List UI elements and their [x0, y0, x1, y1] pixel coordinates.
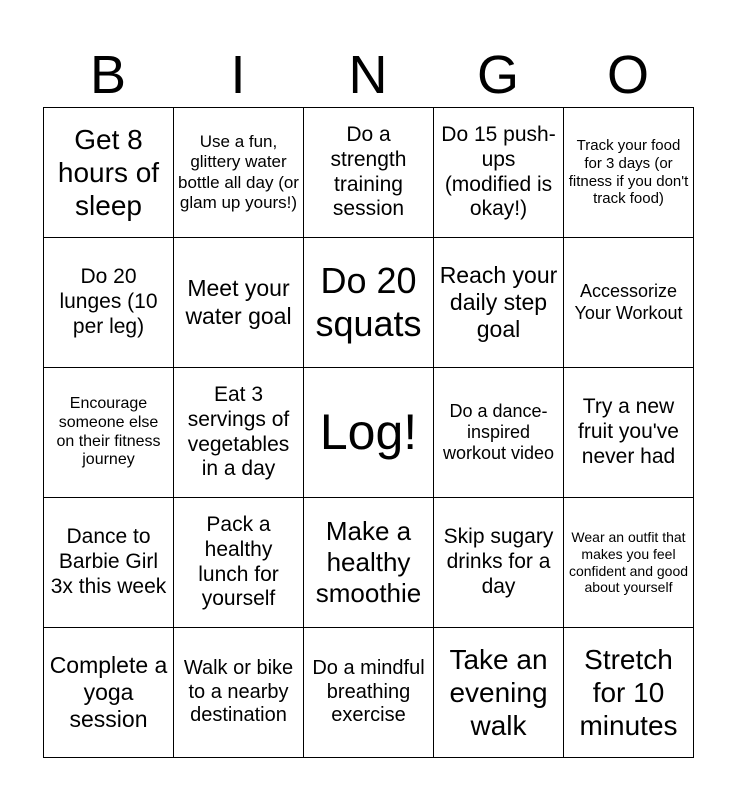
cell-text: Take an evening walk [449, 643, 548, 742]
cell-text: Log! [319, 404, 418, 460]
bingo-cell[interactable] [174, 628, 304, 758]
bingo-cell[interactable] [564, 498, 694, 628]
bingo-cell[interactable] [44, 498, 174, 628]
cell-text: Accessorize Your Workout [574, 281, 683, 323]
bingo-cell[interactable] [434, 498, 564, 628]
bingo-grid [43, 107, 694, 758]
bingo-cell[interactable] [174, 498, 304, 628]
bingo-cell[interactable] [304, 628, 434, 758]
bingo-cell[interactable] [434, 628, 564, 758]
bingo-cell[interactable] [434, 368, 564, 498]
cell-text: Wear an outfit that makes you feel confident and good about yourself [568, 529, 689, 596]
cell-text: Walk or bike to a nearby destination [183, 657, 294, 727]
cell-text: Stretch for 10 minutes [579, 643, 678, 742]
bingo-cell[interactable] [564, 108, 694, 238]
bingo-cell[interactable] [44, 628, 174, 758]
bingo-header [43, 44, 693, 106]
cell-text: Do 20 lunges (10 per leg) [59, 265, 158, 338]
cell-text: Do 20 squats [315, 260, 422, 344]
header-letter-o: O [606, 45, 649, 105]
bingo-cell[interactable] [44, 368, 174, 498]
bingo-cell[interactable] [44, 108, 174, 238]
cell-text: Do a strength training session [330, 122, 407, 221]
header-letter-g: G [476, 45, 519, 105]
bingo-cell[interactable] [564, 628, 694, 758]
bingo-cell[interactable] [434, 108, 564, 238]
cell-text: Meet your water goal [185, 275, 292, 329]
cell-text: Try a new fruit you've never had [578, 395, 679, 468]
bingo-cell[interactable] [174, 368, 304, 498]
bingo-cell[interactable] [44, 238, 174, 368]
cell-text: Encourage someone else on their fitness journey [56, 394, 161, 469]
cell-text: Track your food for 3 days (or fitness if you don't track food) [568, 137, 689, 208]
cell-text: Make a healthy smoothie [315, 516, 422, 608]
cell-text: Complete a yoga session [49, 651, 168, 733]
cell-text: Do a dance-inspired workout video [442, 400, 555, 464]
bingo-cell[interactable] [564, 238, 694, 368]
bingo-cell[interactable] [564, 368, 694, 498]
cell-text: Pack a healthy lunch for yourself [198, 512, 279, 611]
cell-text: Reach your daily step goal [439, 261, 558, 343]
cell-text: Use a fun, glittery water bottle all day (or glam up yours!) [178, 132, 299, 212]
bingo-cell[interactable] [174, 108, 304, 238]
bingo-cell[interactable] [174, 238, 304, 368]
cell-text: Dance to Barbie Girl 3x this week [50, 525, 167, 598]
bingo-cell[interactable] [304, 238, 434, 368]
cell-text: Eat 3 servings of vegetables in a day [187, 382, 290, 481]
header-letter-n: N [348, 45, 388, 105]
header-letter-i: I [230, 45, 246, 105]
bingo-cell-free[interactable] [304, 368, 434, 498]
cell-text: Skip sugary drinks for a day [443, 525, 554, 598]
cell-text: Do a mindful breathing exercise [312, 657, 425, 727]
bingo-cell[interactable] [434, 238, 564, 368]
cell-text: Get 8 hours of sleep [57, 123, 160, 222]
bingo-cell[interactable] [304, 498, 434, 628]
cell-text: Do 15 push-ups (modified is okay!) [441, 122, 556, 221]
header-letter-b: B [89, 45, 127, 105]
bingo-cell[interactable] [304, 108, 434, 238]
